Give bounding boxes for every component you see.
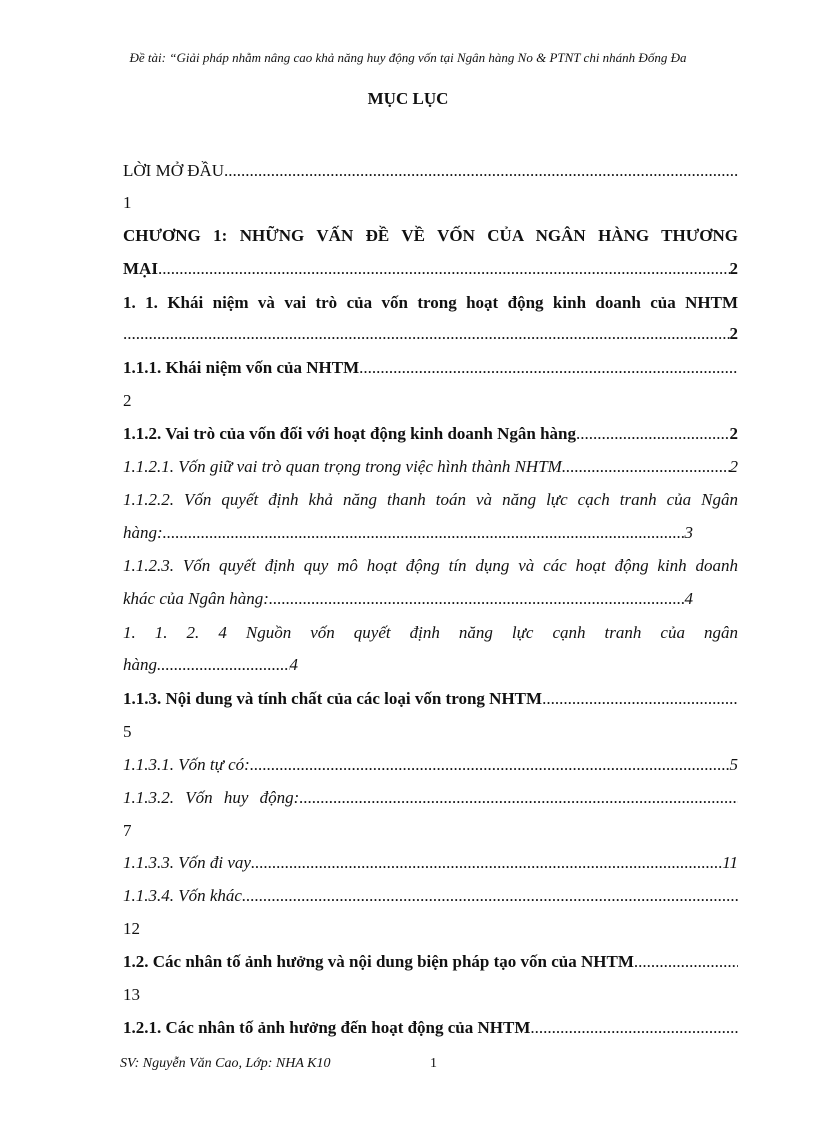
footer-student: SV: Nguyễn Văn Cao, Lớp: NHA K10 xyxy=(120,1056,331,1071)
toc-entry-intro-page: 1 xyxy=(123,193,132,212)
toc-entry-1-1-3-4-page: 12 xyxy=(123,919,140,938)
toc-entry-chapter-1-cont: MẠI ..... 2 xyxy=(123,258,738,280)
toc-entry-1-1-3-page: 5 xyxy=(123,722,132,741)
document-header: Đề tài: “Giải pháp nhằm nâng cao khả năng huy động vốn tại Ngân hàng No & PTNT chi nhánh Đống Đa xyxy=(129,50,687,65)
toc-entry-1-1-2-4-cont: hàng ..... 4 xyxy=(123,654,298,676)
toc-entry-1-1-2[interactable]: 1.1.2. Vai trò của vốn đối với hoạt động kinh doanh Ngân hàng ..... 2 xyxy=(123,423,738,445)
toc-entry-1-1-2-2[interactable]: 1.1.2.2. Vốn quyết định khả năng thanh toán và năng lực cạch tranh của Ngân xyxy=(123,490,738,509)
toc-entry-1-1-3-3[interactable]: 1.1.3.3. Vốn đi vay ..... 11 xyxy=(123,852,738,874)
toc-entry-1-1-2-3-cont: khác của Ngân hàng: ..... 4 xyxy=(123,588,693,610)
toc-entry-1-1-3-1[interactable]: 1.1.3.1. Vốn tự có: ..... 5 xyxy=(123,754,738,776)
toc-entry-chapter-1[interactable]: CHƯƠNG 1: NHỮNG VẤN ĐỀ VỀ VỐN CỦA NGÂN HÀNG THƯƠNG xyxy=(123,226,738,245)
toc-entry-1-1-leader: ..... 2 xyxy=(123,323,738,345)
toc-entry-1-1[interactable]: 1. 1. Khái niệm và vai trò của vốn trong hoạt động kinh doanh của NHTM xyxy=(123,293,738,312)
toc-entry-1-1-3-2-page: 7 xyxy=(123,821,132,840)
toc-entry-1-1-3[interactable]: 1.1.3. Nội dung và tính chất của các loại vốn trong NHTM ..... xyxy=(123,688,738,710)
toc-entry-1-2-1[interactable]: 1.2.1. Các nhân tố ảnh hưởng đến hoạt động của NHTM ..... xyxy=(123,1017,738,1039)
toc-entry-1-1-3-2[interactable]: 1.1.3.2. Vốn huy động: ..... xyxy=(123,787,738,809)
toc-entry-1-1-2-3[interactable]: 1.1.2.3. Vốn quyết định quy mô hoạt động tín dụng và các hoạt động kinh doanh xyxy=(123,556,738,575)
toc-entry-1-1-1[interactable]: 1.1.1. Khái niệm vốn của NHTM ..... xyxy=(123,357,738,379)
toc-entry-1-2-page: 13 xyxy=(123,985,140,1004)
toc-entry-1-1-2-4[interactable]: 1. 1. 2. 4 Nguồn vốn quyết định năng lực cạnh tranh của ngân xyxy=(123,623,738,642)
toc-entry-1-1-1-page: 2 xyxy=(123,391,132,410)
toc-entry-1-1-2-2-cont: hàng: ..... 3 xyxy=(123,522,693,544)
toc-entry-1-2[interactable]: 1.2. Các nhân tố ảnh hưởng và nội dung biện pháp tạo vốn của NHTM ..... xyxy=(123,951,738,973)
page-title: MỤC LỤC xyxy=(367,89,449,108)
toc-entry-1-1-3-4[interactable]: 1.1.3.4. Vốn khác ..... xyxy=(123,885,738,907)
toc-entry-intro[interactable]: LỜI MỞ ĐẦU ..... xyxy=(123,160,738,182)
footer-page-number: 1 xyxy=(430,1056,437,1071)
toc-entry-1-1-2-1[interactable]: 1.1.2.1. Vốn giữ vai trò quan trọng trong việc hình thành NHTM ..... 2 xyxy=(123,456,738,478)
